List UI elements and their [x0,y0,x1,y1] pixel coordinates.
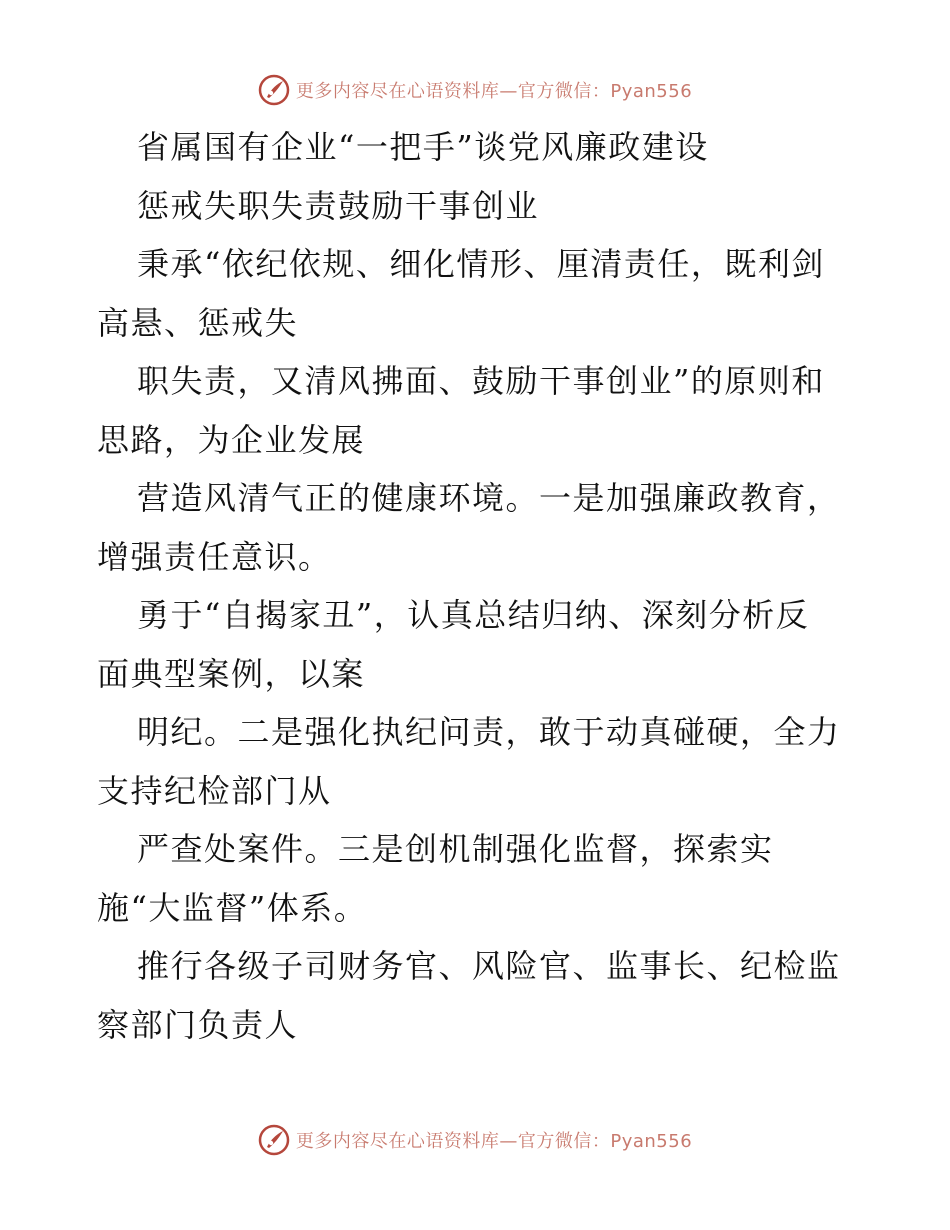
document-line: 明纪。二是强化执纪问责，敢于动真碰硬，全力 [137,713,841,751]
red-quill-seal-icon [258,1124,290,1156]
document-line: 严查处案件。三是创机制强化监督，探索实 [137,830,774,868]
document-line: 惩戒失职失责鼓励干事创业 [137,186,540,225]
document-line: 高悬、惩戒失 [97,303,299,342]
document-line: 增强责任意识。 [97,537,332,576]
document-line: 察部门负责人 [97,1005,299,1044]
red-quill-seal-icon [258,74,290,106]
document-line: 省属国有企业“一把手”谈党风廉政建设 [137,128,709,166]
document-line: 施“大监督”体系。 [97,888,368,927]
document-line: 秉承“依纪依规、细化情形、厘清责任，既利剑 [137,245,825,283]
document-line: 面典型案例，以案 [97,654,366,693]
document-body [97,118,857,1054]
document-line: 思路，为企业发展 [97,420,366,459]
document-line: 勇于“自揭家丑”，认真总结归纳、深刻分析反 [137,596,810,634]
document-line: 支持纪检部门从 [97,771,332,810]
watermark-text: 更多内容尽在心语资料库—官方微信：Pyan556 [295,81,693,102]
header-watermark [0,70,950,110]
footer-watermark [0,1120,950,1160]
document-line: 营造风清气正的健康环境。一是加强廉政教育， [137,479,841,517]
watermark-text: 更多内容尽在心语资料库—官方微信：Pyan556 [295,1131,693,1152]
document-line: 职失责，又清风拂面、鼓励干事创业”的原则和 [137,362,825,400]
document-line: 推行各级子司财务官、风险官、监事长、纪检监 [137,947,841,985]
